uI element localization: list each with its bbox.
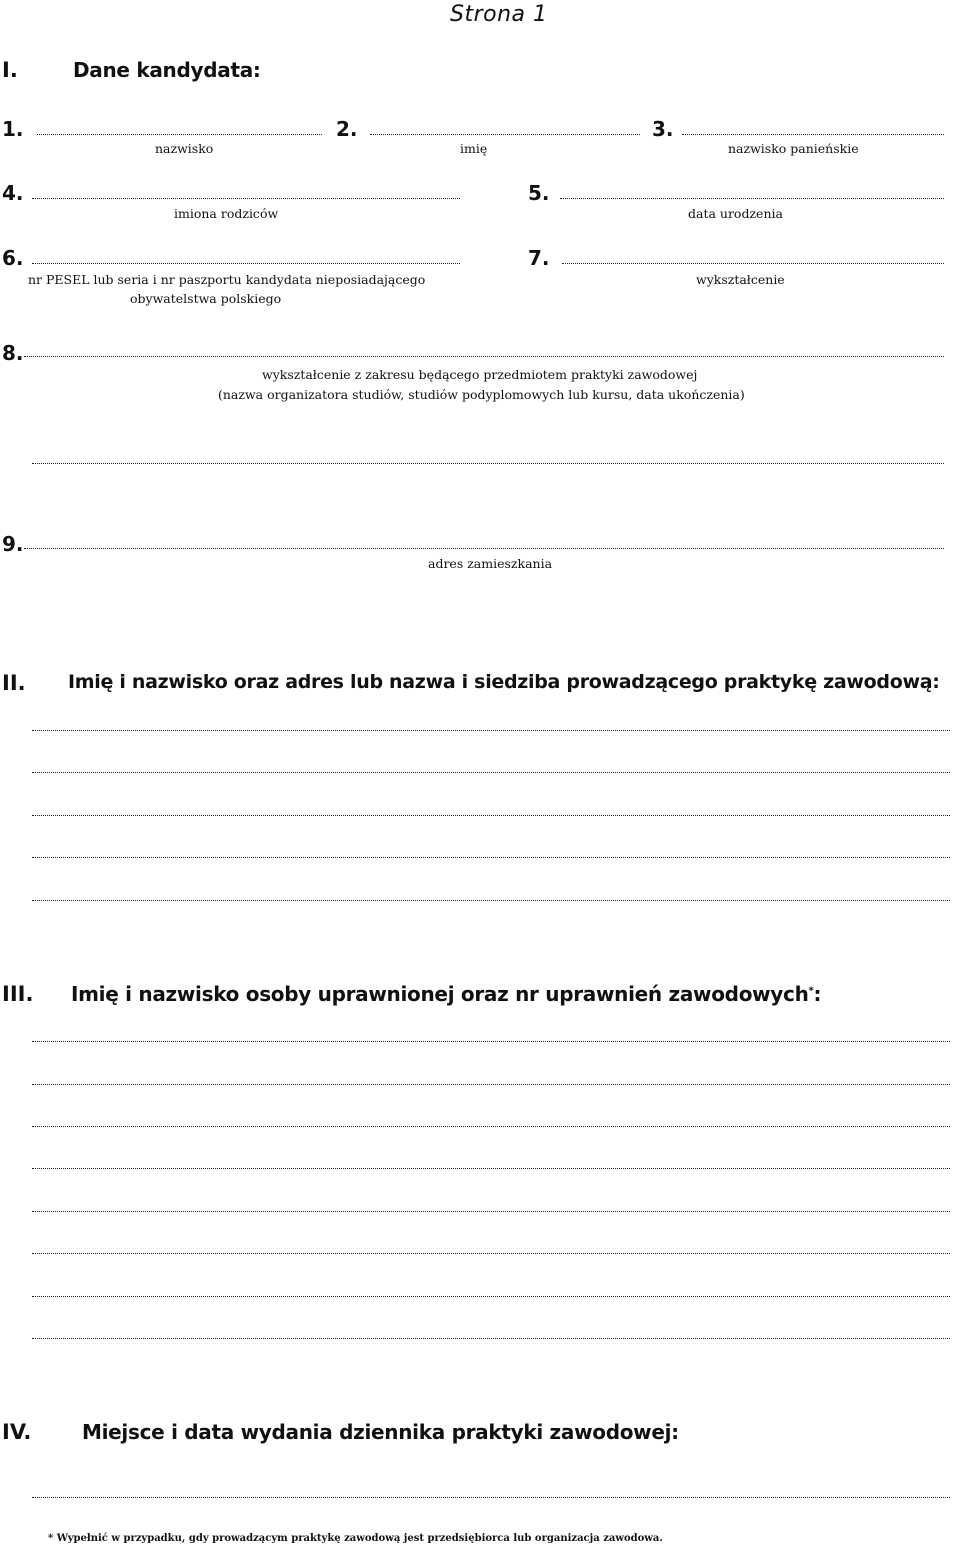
section-3-line-8[interactable] bbox=[32, 1338, 950, 1339]
field-5-number: 5. bbox=[528, 181, 550, 205]
field-8-education-subject-line[interactable] bbox=[24, 356, 944, 357]
field-8-caption: wykształcenie z zakresu będącego przedmiotem praktyki zawodowej bbox=[262, 367, 698, 382]
section-4-line[interactable] bbox=[32, 1497, 950, 1498]
field-7-number: 7. bbox=[528, 246, 550, 270]
section-1-number: I. bbox=[2, 58, 18, 82]
section-2-line-4[interactable] bbox=[32, 857, 950, 858]
section-3-line-1[interactable] bbox=[32, 1041, 950, 1042]
section-2-line-1[interactable] bbox=[32, 730, 950, 731]
section-3-line-4[interactable] bbox=[32, 1168, 950, 1169]
section-3-heading: Imię i nazwisko osoby uprawnionej oraz nr uprawnień zawodowych bbox=[71, 982, 809, 1006]
section-1-heading: Dane kandydata: bbox=[73, 58, 261, 82]
section-4-number: IV. bbox=[2, 1420, 32, 1444]
field-6-pesel-line[interactable] bbox=[32, 263, 460, 264]
field-8-continuation-line[interactable] bbox=[32, 463, 944, 464]
field-4-parents-names-line[interactable] bbox=[32, 198, 460, 199]
field-2-number: 2. bbox=[336, 117, 358, 141]
section-3-line-3[interactable] bbox=[32, 1126, 950, 1127]
section-3-line-7[interactable] bbox=[32, 1296, 950, 1297]
field-7-caption: wykształcenie bbox=[696, 272, 785, 287]
field-3-number: 3. bbox=[652, 117, 674, 141]
section-3-line-6[interactable] bbox=[32, 1253, 950, 1254]
field-2-caption: imię bbox=[460, 141, 488, 156]
page-title: Strona 1 bbox=[450, 2, 548, 27]
field-9-caption: adres zamieszkania bbox=[428, 556, 553, 571]
field-6-caption: nr PESEL lub seria i nr paszportu kandydata nieposiadającego bbox=[28, 272, 426, 287]
section-3-heading-colon: : bbox=[813, 982, 822, 1006]
field-3-caption: nazwisko panieńskie bbox=[728, 141, 859, 156]
field-3-maiden-name-line[interactable] bbox=[682, 134, 944, 135]
field-9-number: 9. bbox=[2, 532, 24, 556]
section-2-line-2[interactable] bbox=[32, 772, 950, 773]
field-4-caption: imiona rodziców bbox=[174, 206, 279, 221]
field-5-birth-date-line[interactable] bbox=[560, 198, 944, 199]
field-8-number: 8. bbox=[2, 341, 24, 365]
field-2-first-name-line[interactable] bbox=[370, 134, 640, 135]
field-9-address-line[interactable] bbox=[24, 548, 944, 549]
section-3-heading-wrap bbox=[71, 982, 821, 1006]
field-6-number: 6. bbox=[2, 246, 24, 270]
section-2-line-5[interactable] bbox=[32, 900, 950, 901]
section-4-heading: Miejsce i data wydania dziennika praktyki zawodowej: bbox=[82, 1420, 679, 1444]
section-2-line-3[interactable] bbox=[32, 815, 950, 816]
field-8-caption-line-2: (nazwa organizatora studiów, studiów podyplomowych lub kursu, data ukończenia) bbox=[218, 387, 745, 402]
field-7-education-line[interactable] bbox=[562, 263, 944, 264]
field-4-number: 4. bbox=[2, 181, 24, 205]
field-1-caption: nazwisko bbox=[155, 141, 214, 156]
field-1-number: 1. bbox=[2, 117, 24, 141]
footnote: * Wypełnić w przypadku, gdy prowadzącym praktykę zawodową jest przedsiębiorca lub organizacja zawodowa. bbox=[48, 1533, 663, 1544]
section-3-footnote-marker: * bbox=[808, 985, 814, 997]
section-2-heading: Imię i nazwisko oraz adres lub nazwa i siedziba prowadzącego praktykę zawodową: bbox=[68, 671, 940, 693]
field-5-caption: data urodzenia bbox=[688, 206, 783, 221]
field-6-caption-line-2: obywatelstwa polskiego bbox=[130, 291, 282, 306]
section-3-number: III. bbox=[2, 982, 34, 1006]
field-1-surname-line[interactable] bbox=[37, 134, 322, 135]
section-2-number: II. bbox=[2, 671, 26, 695]
section-3-line-5[interactable] bbox=[32, 1211, 950, 1212]
section-3-line-2[interactable] bbox=[32, 1084, 950, 1085]
